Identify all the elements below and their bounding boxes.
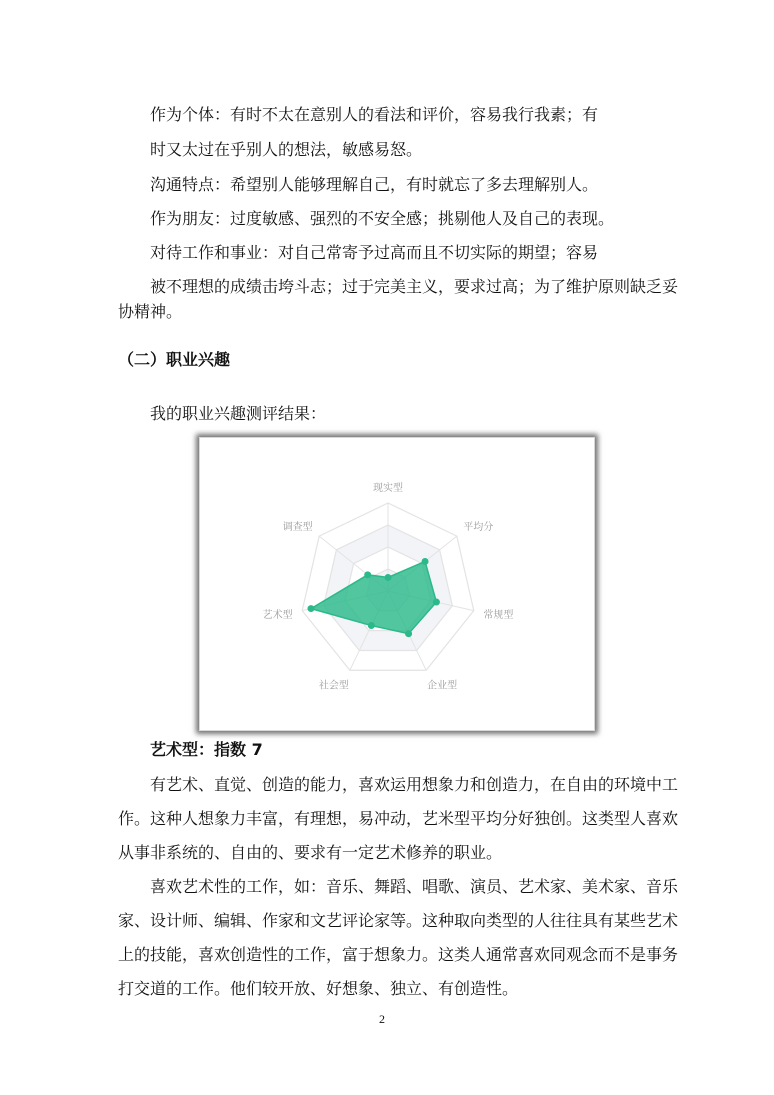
radar-chart [199,437,595,731]
radar-axis-label: 平均分 [463,522,494,534]
text-line: 时又太过在乎别人的想法，敏感易怒。 [150,140,423,159]
text-line: 喜欢艺术性的工作，如：音乐、舞蹈、唱歌、演员、艺术家、美术家、音乐 [150,877,679,896]
radar-chart-svg [200,438,594,730]
text-line: 家、设计师、编辑、作家和文艺评论家等。这种取向类型的人往往具有某些艺术 [118,911,679,930]
radar-axis-label: 企业型 [427,680,458,692]
radar-data-point [433,599,440,606]
result-heading: 艺术型：指数 7 [150,740,263,759]
text-line: 协精神。 [118,302,183,321]
text-line: 从事非系统的、自由的、要求有一定艺术修养的职业。 [118,843,503,862]
text-line: 作为个体：有时不太在意别人的看法和评价，容易我行我素；有 [150,105,599,124]
text-line: 有艺术、直觉、创造的能力，喜欢运用想象力和创造力，在自由的环境中工 [150,775,679,794]
section-heading: （二）职业兴趣 [118,350,231,369]
radar-data-point [422,558,429,565]
text-line: 沟通特点：希望别人能够理解自己，有时就忘了多去理解别人。 [150,175,599,194]
radar-axis-label: 常规型 [483,610,514,622]
radar-axis-label: 社会型 [318,680,349,692]
text-line: 被不理想的成绩击垮斗志；过于完美主义，要求过高；为了维护原则缺乏妥 [150,277,679,296]
radar-data-point [405,630,412,637]
intro-text: 我的职业兴趣测评结果： [150,404,327,423]
text-line: 对待工作和事业：对自己常寄予过高而且不切实际的期望；容易 [150,243,599,262]
radar-data-point [364,571,371,578]
radar-data-point [385,574,392,581]
radar-data-point [308,605,315,612]
radar-axis-label: 艺术型 [262,610,293,622]
text-line: 上的技能，喜欢创造性的工作，富于想象力。这类人通常喜欢同观念而不是事务 [118,945,679,964]
radar-axis-label: 现实型 [373,483,403,494]
text-line: 作为朋友：过度敏感、强烈的不安全感；挑剔他人及自己的表现。 [150,209,615,228]
radar-data-point [368,622,375,629]
text-line: 打交道的工作。他们较开放、好想象、独立、有创造性。 [118,979,519,998]
text-line: 作。这种人想象力丰富，有理想，易冲动，艺米型平均分好独创。这类型人喜欢 [118,809,679,828]
page-number: 2 [379,1012,385,1026]
radar-axis-label: 调查型 [282,522,313,534]
